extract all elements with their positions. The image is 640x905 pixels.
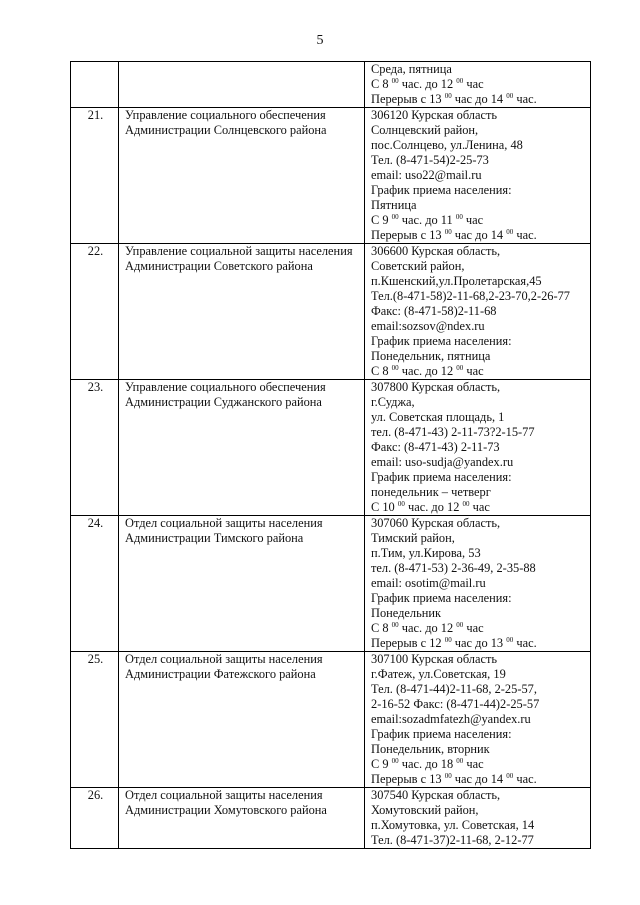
- contact-line: ул. Советская площадь, 1: [371, 410, 505, 424]
- contact-line: График приема населения:: [371, 470, 512, 484]
- institution-name-cell: [119, 652, 365, 788]
- row-number: 21.: [71, 108, 119, 244]
- contact-line: С 8 $^{00}$ час. до 12 $^{00}$ час: [371, 621, 484, 635]
- institution-name-cell: [119, 244, 365, 380]
- contact-line: п.Хомутовка, ул. Советская, 14: [371, 818, 535, 832]
- institution-name: Управление социального обеспечения Администрации Солнцевского района: [125, 108, 327, 137]
- table-row: [71, 62, 591, 108]
- row-number: 22.: [71, 244, 119, 380]
- contact-line: Перерыв с 12 $^{00}$ час до 13 $^{00}$ час.: [371, 636, 537, 650]
- contact-info-cell: [365, 380, 591, 516]
- contact-line: г.Фатеж, ул.Советская, 19: [371, 667, 506, 681]
- contact-line: 306600 Курская область,: [371, 244, 501, 258]
- table-row: [71, 244, 591, 380]
- contact-line: email:sozsov@ndex.ru: [371, 319, 485, 333]
- row-number: 25.: [71, 652, 119, 788]
- contact-line: понедельник – четверг: [371, 485, 491, 499]
- contact-line: Понедельник, пятница: [371, 349, 491, 363]
- contact-line: 306120 Курская область: [371, 108, 498, 122]
- contact-line: 2-16-52 Факс: (8-471-44)2-25-57: [371, 697, 540, 711]
- page-number: 5: [316, 33, 324, 48]
- contact-line: 307060 Курская область,: [371, 516, 501, 530]
- contact-line: Тел. (8-471-44)2-11-68, 2-25-57,: [371, 682, 537, 696]
- contact-line: Тимский район,: [371, 531, 455, 545]
- contact-line: Советский район,: [371, 259, 465, 273]
- contact-line: Пятница: [371, 198, 417, 212]
- contact-line: С 9 $^{00}$ час. до 11 $^{00}$ час: [371, 213, 484, 227]
- institutions-table-body: [71, 62, 591, 849]
- contact-line: Тел. (8-471-54)2-25-73: [371, 153, 489, 167]
- institution-name: Отдел социальной защиты населения Администрации Фатежского района: [125, 652, 323, 681]
- institution-name: Отдел социальной защиты населения Администрации Хомутовского района: [125, 788, 327, 817]
- institution-name: Отдел социальной защиты населения Администрации Тимского района: [125, 516, 323, 545]
- contact-info-cell: [365, 788, 591, 849]
- contact-line: email: uso22@mail.ru: [371, 168, 482, 182]
- contact-line: Тел.(8-471-58)2-11-68,2-23-70,2-26-77: [371, 289, 570, 303]
- contact-line: Факс: (8-471-58)2-11-68: [371, 304, 497, 318]
- contact-line: email: osotim@mail.ru: [371, 576, 486, 590]
- contact-line: 307800 Курская область,: [371, 380, 501, 394]
- table-row: [71, 652, 591, 788]
- row-number: 26.: [71, 788, 119, 849]
- institution-name: Управление социального обеспечения Администрации Суджанского района: [125, 380, 326, 409]
- contact-line: С 9 $^{00}$ час. до 18 $^{00}$ час: [371, 757, 484, 771]
- contact-line: п.Кшенский,ул.Пролетарская,45: [371, 274, 542, 288]
- institution-name-cell: [119, 62, 365, 108]
- institution-name-cell: [119, 788, 365, 849]
- row-number: [71, 62, 119, 108]
- contact-line: С 8 $^{00}$ час. до 12 $^{00}$ час: [371, 77, 484, 91]
- contact-line: Факс: (8-471-43) 2-11-73: [371, 440, 500, 454]
- contact-line: 307540 Курская область,: [371, 788, 501, 802]
- contact-line: г.Суджа,: [371, 395, 415, 409]
- contact-info-cell: [365, 108, 591, 244]
- contact-line: График приема населения:: [371, 591, 512, 605]
- contact-line: 307100 Курская область: [371, 652, 498, 666]
- contact-line: Понедельник, вторник: [371, 742, 490, 756]
- contact-line: Понедельник: [371, 606, 442, 620]
- institutions-table: [70, 61, 591, 849]
- contact-line: email: uso-sudja@yandex.ru: [371, 455, 514, 469]
- institution-name: Управление социальной защиты населения Администрации Советского района: [125, 244, 353, 273]
- contact-line: тел. (8-471-53) 2-36-49, 2-35-88: [371, 561, 536, 575]
- contact-info-cell: [365, 516, 591, 652]
- contact-info-cell: [365, 244, 591, 380]
- contact-line: Перерыв с 13 $^{00}$ час до 14 $^{00}$ час.: [371, 228, 537, 242]
- institution-name-cell: [119, 380, 365, 516]
- contact-line: Среда, пятница: [371, 62, 452, 76]
- row-number: 24.: [71, 516, 119, 652]
- table-row: [71, 108, 591, 244]
- contact-line: пос.Солнцево, ул.Ленина, 48: [371, 138, 523, 152]
- contact-line: Перерыв с 13 $^{00}$ час до 14 $^{00}$ час.: [371, 92, 537, 106]
- contact-line: Солнцевский район,: [371, 123, 479, 137]
- contact-line: тел. (8-471-43) 2-11-73?2-15-77: [371, 425, 535, 439]
- contact-line: Тел. (8-471-37)2-11-68, 2-12-77: [371, 833, 534, 847]
- contact-line: Хомутовский район,: [371, 803, 479, 817]
- institution-name-cell: [119, 516, 365, 652]
- table-row: [71, 516, 591, 652]
- contact-info-cell: [365, 652, 591, 788]
- row-number: 23.: [71, 380, 119, 516]
- table-row: [71, 380, 591, 516]
- contact-line: График приема населения:: [371, 183, 512, 197]
- contact-line: График приема населения:: [371, 727, 512, 741]
- contact-line: С 10 $^{00}$ час. до 12 $^{00}$ час: [371, 500, 490, 514]
- contact-line: email:sozadmfatezh@yandex.ru: [371, 712, 531, 726]
- contact-line: С 8 $^{00}$ час. до 12 $^{00}$ час: [371, 364, 484, 378]
- contact-line: Перерыв с 13 $^{00}$ час до 14 $^{00}$ час.: [371, 772, 537, 786]
- contact-line: п.Тим, ул.Кирова, 53: [371, 546, 481, 560]
- table-row: [71, 788, 591, 849]
- contact-line: График приема населения:: [371, 334, 512, 348]
- contact-info-cell: [365, 62, 591, 108]
- institution-name-cell: [119, 108, 365, 244]
